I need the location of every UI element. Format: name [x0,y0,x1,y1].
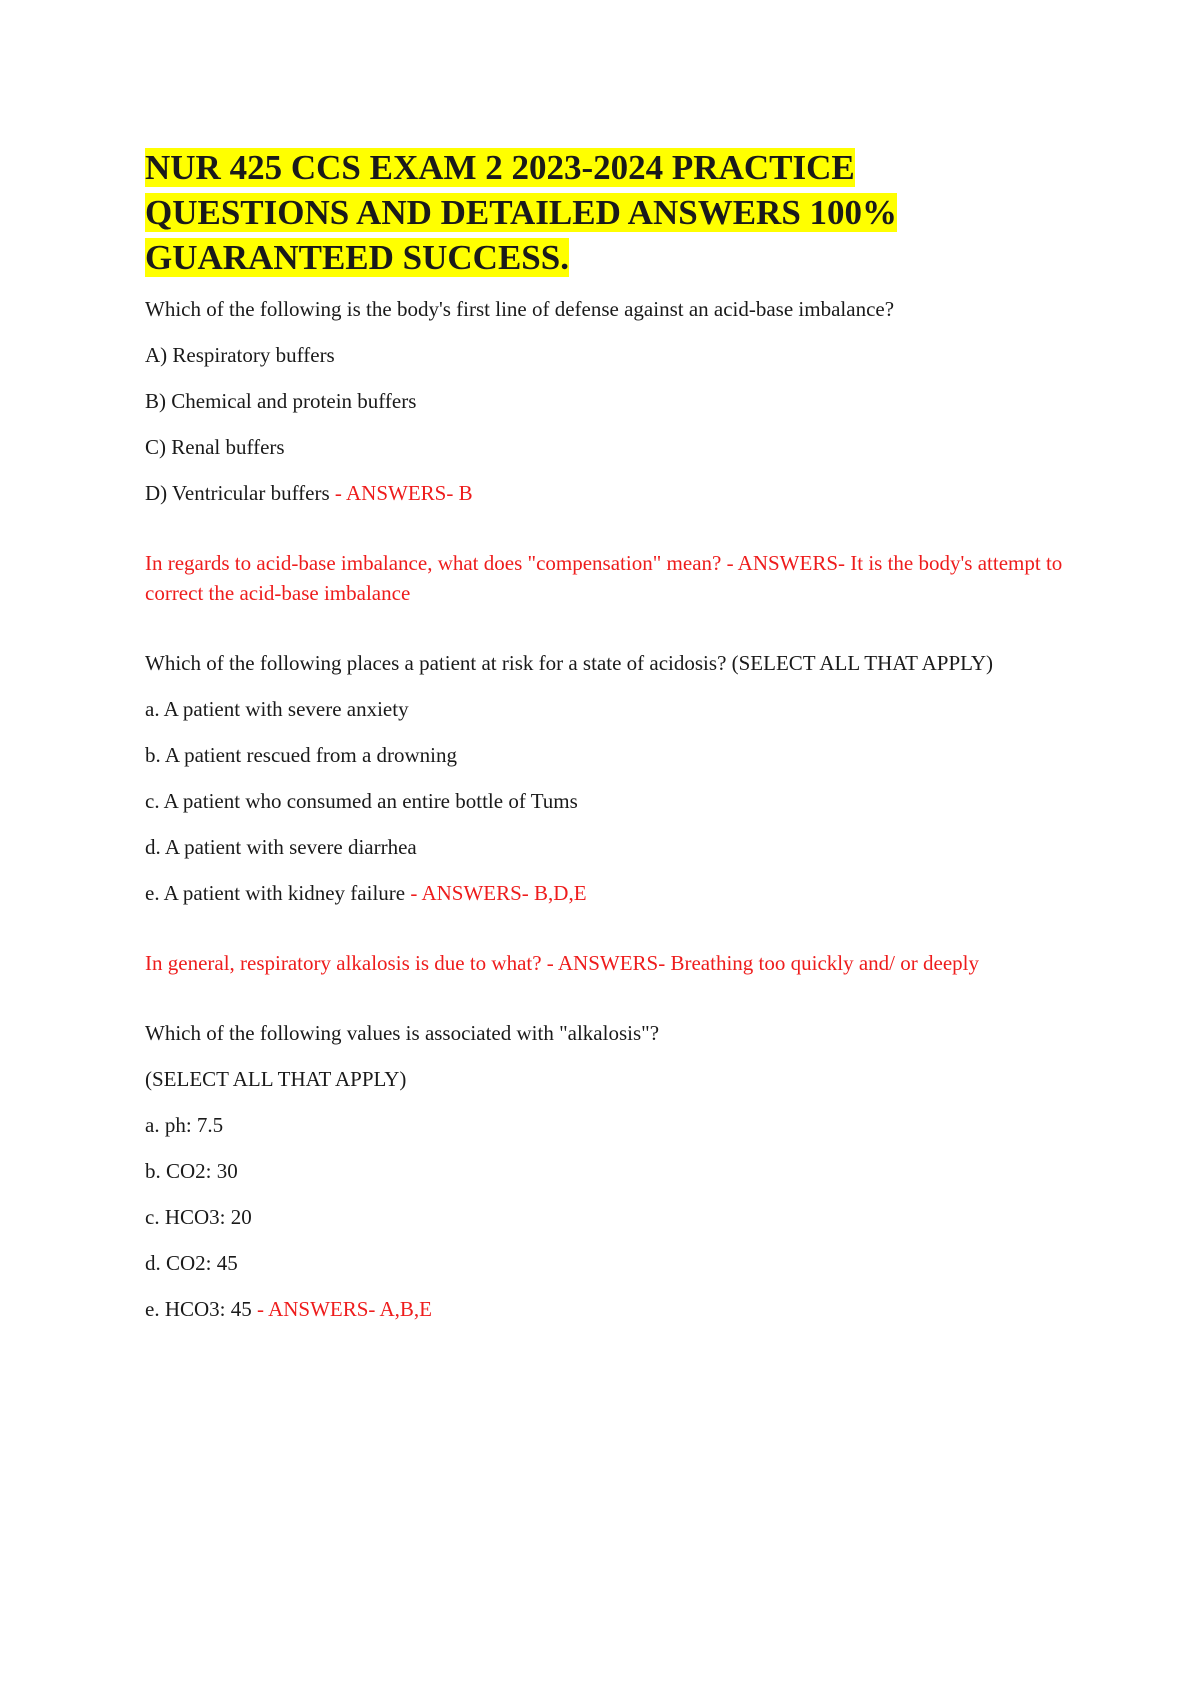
question-3 [145,648,1065,908]
option: a. ph: 7.5 [145,1113,224,1137]
option: B) Chemical and protein buffers [145,389,417,413]
option: e. HCO3: 45 [145,1297,257,1321]
question-5 [145,1018,1065,1324]
option: c. A patient who consumed an entire bottle of Tums [145,789,578,813]
option: D) Ventricular buffers [145,481,335,505]
option: d. CO2: 45 [145,1251,238,1275]
option: C) Renal buffers [145,435,285,459]
question-text: Which of the following values is associated with "alkalosis"? [145,1021,660,1045]
option-with-answer [145,478,1065,508]
instruction-text: (SELECT ALL THAT APPLY) [145,1067,407,1091]
title-line: NUR 425 CCS EXAM 2 2023-2024 PRACTICE [145,148,855,187]
question-4: In general, respiratory alkalosis is due to what? - ANSWERS- Breathing too quickly and/ or deeply [145,951,979,975]
option: d. A patient with severe diarrhea [145,835,417,859]
title-line: QUESTIONS AND DETAILED ANSWERS 100% [145,193,898,232]
answer-text: - ANSWERS- B [334,481,473,505]
option: e. A patient with kidney failure [145,881,411,905]
question-2: In regards to acid-base imbalance, what does "compensation" mean? - ANSWERS- It is the body's attempt to correct the acid-base imbalance [145,551,1063,605]
option: b. CO2: 30 [145,1159,238,1183]
document-title [145,145,1065,280]
option-with-answer [145,878,1065,908]
answer-text: - ANSWERS- A,B,E [257,1297,433,1321]
option: c. HCO3: 20 [145,1205,252,1229]
title-line: GUARANTEED SUCCESS. [145,238,569,277]
question-text: Which of the following is the body's first line of defense against an acid-base imbalance? [145,297,895,321]
option: b. A patient rescued from a drowning [145,743,458,767]
question-1 [145,294,1065,508]
question-text: Which of the following places a patient at risk for a state of acidosis? (SELECT ALL THAT APPLY) [145,651,994,675]
option: a. A patient with severe anxiety [145,697,409,721]
option: A) Respiratory buffers [145,343,335,367]
document-page [145,145,1065,1340]
answer-text: - ANSWERS- B,D,E [410,881,587,905]
option-with-answer [145,1294,1065,1324]
